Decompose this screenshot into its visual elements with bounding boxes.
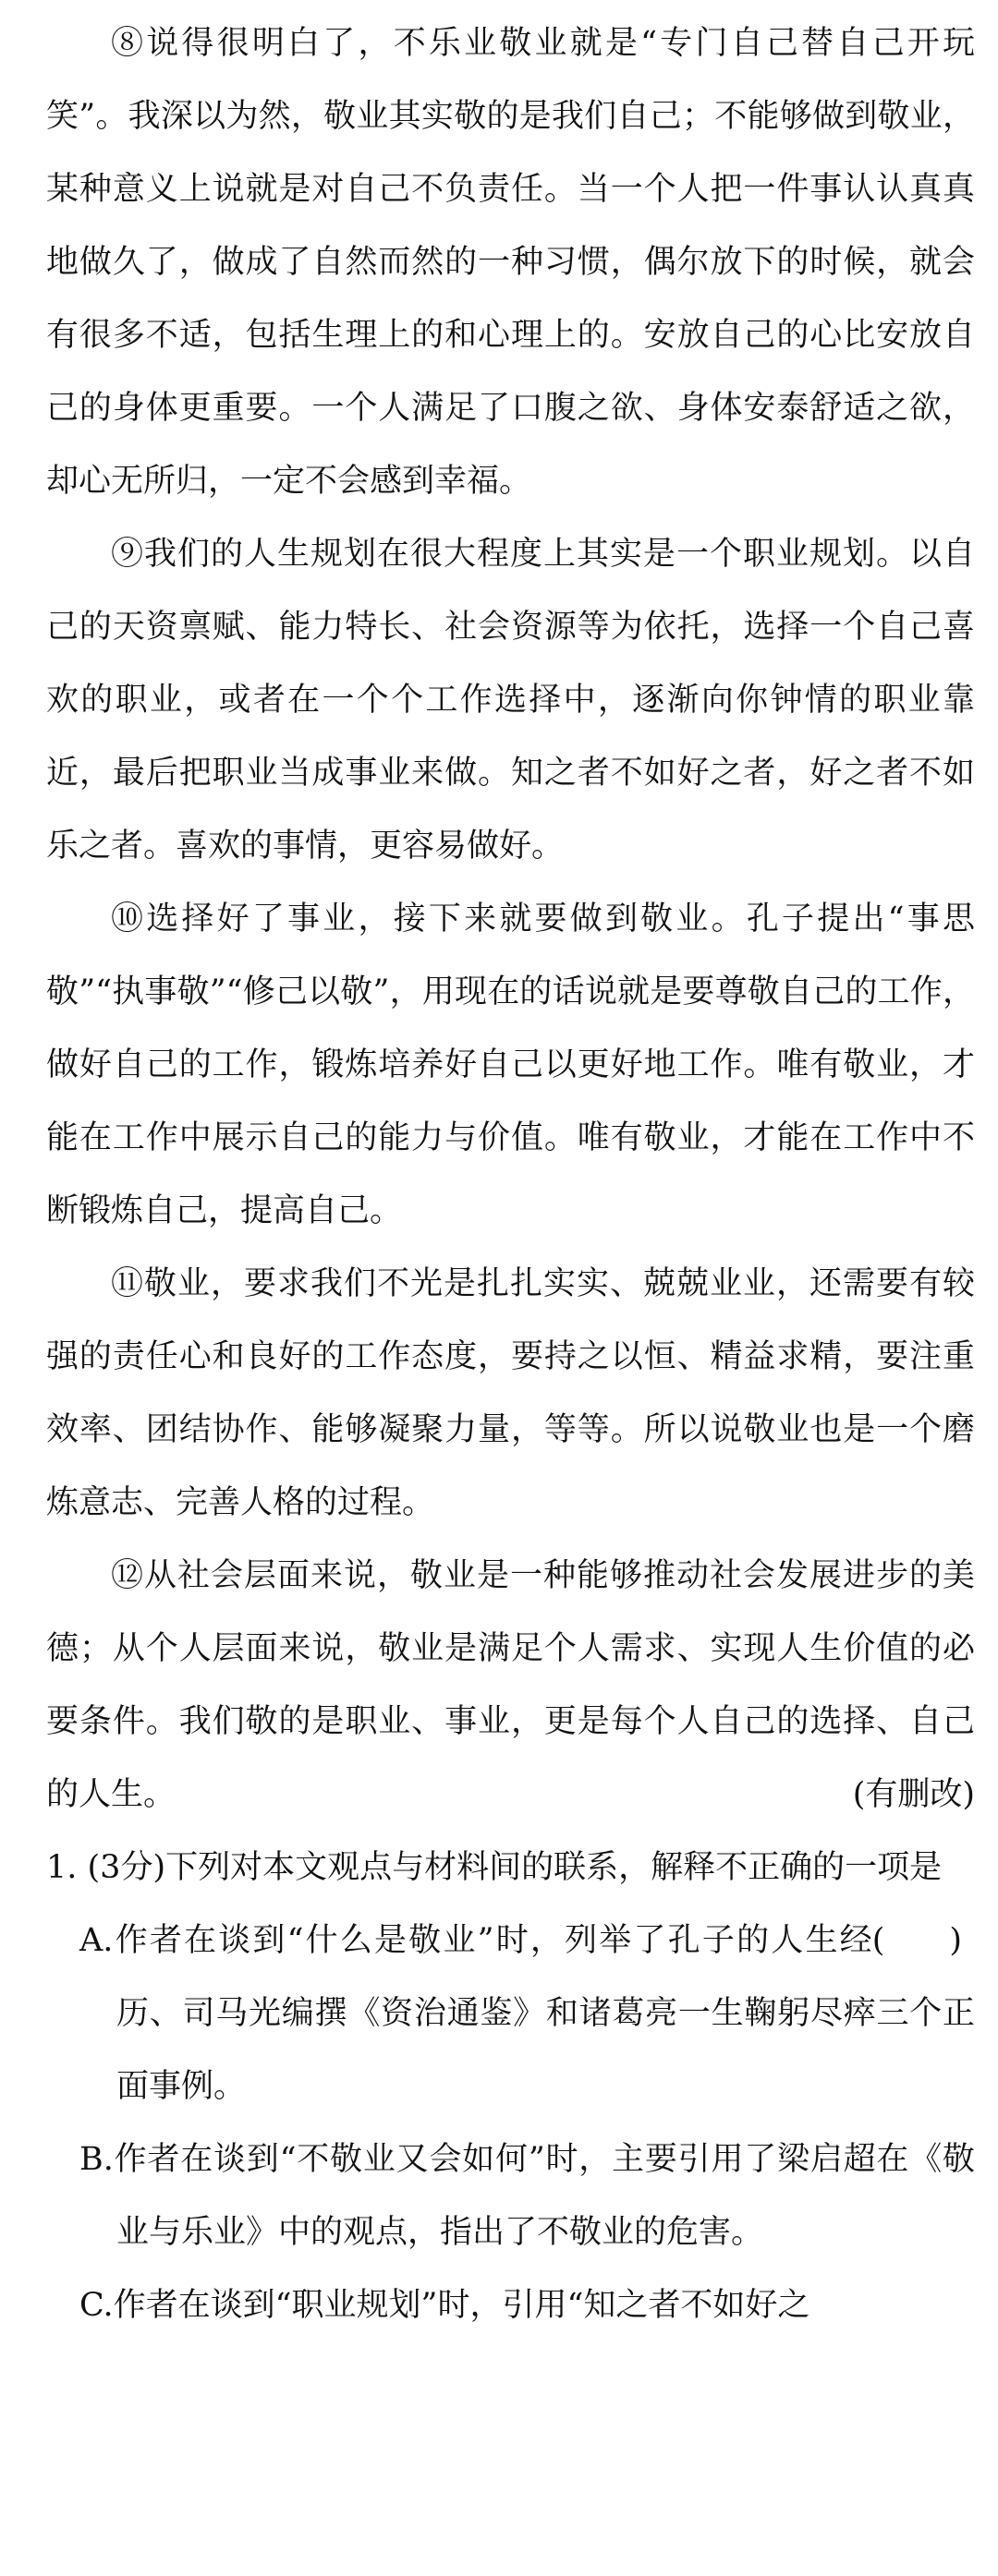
paragraph-9: ⑨我们的人生规划在很大程度上其实是一个职业规划。以自己的天资禀赋、能力特长、社会资源等为依托，选择一个自己喜欢的职业，或者在一个个工作选择中，逐渐向你钟情的职业靠近，最后把职业当成事业来做。知之者不如好之者，好之者不如乐之者。喜欢的事情，更容易做好。 — [46, 536, 975, 865]
question-stem — [46, 1832, 975, 1959]
option-c: C.作者在谈到“职业规划”时，引用“知之者不如好之 — [79, 2287, 810, 2324]
paragraph-11: ⑪敬业，要求我们不光是扎扎实实、兢兢业业，还需要有较强的责任心和良好的工作态度，要持之以恒、精益求精，要注重效率、团结协作、能够凝聚力量，等等。所以说敬业也是一个磨炼意志、完善人格的过程。 — [46, 1265, 975, 1521]
option-b: B.作者在谈到“不敬业又会如何”时，主要引用了梁启超在《敬业与乐业》中的观点，指出了不敬业的危害。 — [79, 2141, 975, 2251]
paragraph-12-text: ⑫从社会层面来说，敬业是一种能够推动社会发展进步的美德；从个人层面来说，敬业是满足个人需求、实现人生价值的必要条件。我们敬的是职业、事业，更是每个人自己的选择、自己的人生。 — [46, 1557, 975, 1813]
question-stem-text: 1. (3分)下列对本文观点与材料间的联系，解释不正确的一项是 — [46, 1849, 943, 1886]
answer-bracket: ( ) — [871, 1922, 962, 1959]
option-a: A.作者在谈到“什么是敬业”时，列举了孔子的人生经历、司马光编撰《资治通鉴》和诸葛亮一生鞠躬尽瘁三个正面事例。 — [79, 1922, 975, 2105]
source-note: (有删改) — [852, 1776, 975, 1813]
paragraph-8: ⑧说得很明白了，不乐业敬业就是“专门自己替自己开玩笑”。我深以为然，敬业其实敬的是我们自己；不能够做到敬业，某种意义上说就是对自己不负责任。当一个人把一件事认认真真地做久了，做成了自然而然的一种习惯，偶尔放下的时候，就会有很多不适，包括生理上的和心理上的。安放自己的心比安放自己的身体更重要。一个人满足了口腹之欲、身体安泰舒适之欲，却心无所归，一定不会感到幸福。 — [46, 25, 975, 500]
paragraph-12 — [46, 1540, 975, 1832]
paragraph-10: ⑩选择好了事业，接下来就要做到敬业。孔子提出“事思敬”“执事敬”“修己以敬”，用现在的话说就是要尊敬自己的工作，做好自己的工作，锻炼培养好自己以更好地工作。唯有敬业，才能在工作中展示自己的能力与价值。唯有敬业，才能在工作中不断锻炼自己，提高自己。 — [46, 901, 975, 1229]
document-page — [46, 7, 975, 2342]
